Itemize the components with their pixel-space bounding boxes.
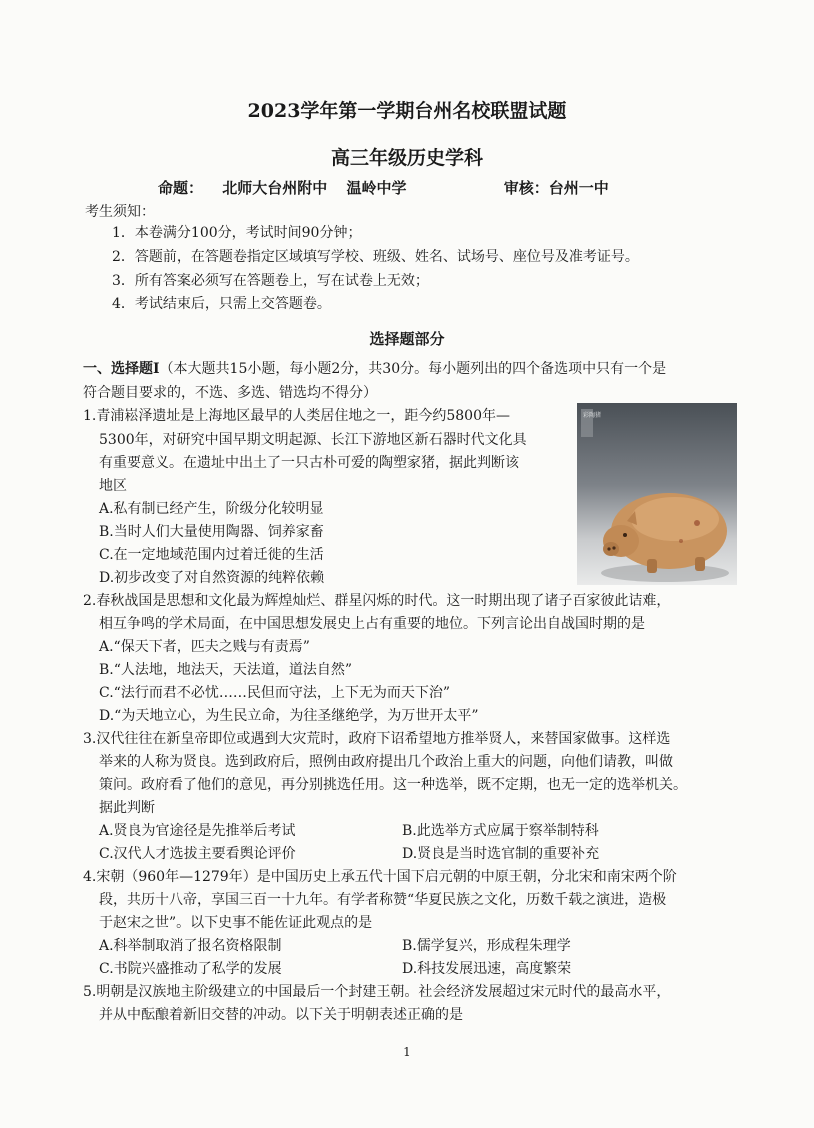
question-2-option-a: A.“保天下者，匹夫之贱与有责焉” xyxy=(99,639,310,655)
question-1-option-a: A.私有制已经产生，阶级分化较明显 xyxy=(99,501,324,517)
question-1-text: 1.青浦崧泽遗址是上海地区最早的人类居住地之一，距今约5800年— xyxy=(83,408,510,424)
question-3-option-b: B.此选举方式应属于察举制特科 xyxy=(402,823,599,839)
notice-item: 4．考试结束后，只需上交答题卷。 xyxy=(112,296,331,312)
question-1-option-d: D.初步改变了对自然资源的纯粹依赖 xyxy=(99,570,325,586)
question-3-text: 3.汉代往往在新皇帝即位或遇到大灾荒时，政府下诏希望地方推举贤人，来替国家做事。这样选 xyxy=(83,731,671,747)
reviewer: 审核：台州一中 xyxy=(503,179,609,197)
question-2-text: 相互争鸣的学术局面，在中国思想发展史上占有重要的地位。下列言论出自战国时期的是 xyxy=(99,616,645,632)
question-3-text: 据此判断 xyxy=(99,800,155,816)
author-school-1: 北师大台州附中 xyxy=(222,179,328,197)
section-title: 选择题部分 xyxy=(369,330,445,348)
question-3-option-c: C.汉代人才选拔主要看舆论评价 xyxy=(99,846,296,862)
exam-subtitle: 高三年级历史学科 xyxy=(330,147,483,169)
section-intro: （本大题共15小题，每小题2分，共30分。每小题列出的四个备选项中只有一个是 xyxy=(159,361,667,377)
section-label: 一、选择题Ⅰ xyxy=(83,361,160,377)
question-1-option-c: C.在一定地域范围内过着迁徙的生活 xyxy=(99,547,324,563)
page-number: 1 xyxy=(403,1045,411,1059)
question-4-option-c: C.书院兴盛推动了私学的发展 xyxy=(99,961,282,977)
question-4-option-b: B.儒学复兴，形成程朱理学 xyxy=(402,938,571,954)
section-intro-cont: 符合题目要求的，不选、多选、错选均不得分） xyxy=(83,385,377,401)
question-5-text: 并从中酝酿着新旧交替的冲动。以下关于明朝表述正确的是 xyxy=(99,1007,463,1023)
question-3-text: 举来的人称为贤良。选到政府后，照例由政府提出几个政治上重大的问题，向他们请教，叫做 xyxy=(99,754,673,770)
author-line xyxy=(158,177,623,198)
question-4-option-a: A.科举制取消了报名资格限制 xyxy=(99,938,282,954)
question-4-text: 4.宋朝（960年—1279年）是中国历史上承五代十国下启元朝的中原王朝，分北宋和南宋两个阶 xyxy=(83,869,677,885)
question-4-text: 于赵宋之世”。以下史事不能佐证此观点的是 xyxy=(99,915,373,931)
question-4-text: 段，共历十八帝，享国三百一十九年。有学者称赞“华夏民族之文化，历数千载之演进，造极 xyxy=(99,892,667,908)
notice-heading: 考生须知： xyxy=(85,204,155,220)
question-4-option-d: D.科技发展迅速，高度繁荣 xyxy=(402,961,572,977)
exam-title: 2023学年第一学期台州名校联盟试题 xyxy=(247,100,567,122)
question-1-text: 5300年，对研究中国早期文明起源、长江下游地区新石器时代文化具 xyxy=(99,432,527,448)
question-1-option-b: B.当时人们大量使用陶器、饲养家畜 xyxy=(99,524,324,540)
notice-item: 3．所有答案必须写在答题卷上，写在试卷上无效； xyxy=(112,273,429,289)
question-2-text: 2.春秋战国是思想和文化最为辉煌灿烂、群星闪烁的时代。这一时期出现了诸子百家彼此诘难， xyxy=(83,593,671,609)
author-label: 命题： xyxy=(158,179,204,197)
question-5-text: 5.明朝是汉族地主阶级建立的中国最后一个封建王朝。社会经济发展超过宋元时代的最高水平， xyxy=(83,984,671,1000)
question-3-text: 策问。政府看了他们的意见，再分别挑选任用。这一种选举，既不定期，也无一定的选举机关。 xyxy=(99,777,687,793)
question-2-option-b: B.“人法地，地法天，天法道，道法自然” xyxy=(99,662,353,678)
question-3-option-a: A.贤良为官途径是先推举后考试 xyxy=(99,823,296,839)
notice-item: 2．答题前，在答题卷指定区域填写学校、班级、姓名、试场号、座位号及准考证号。 xyxy=(112,249,639,265)
section-instructions xyxy=(83,359,666,379)
question-3-option-d: D.贤良是当时选官制的重要补充 xyxy=(402,846,600,862)
photo-caption: 彩陶猪 xyxy=(583,412,602,419)
notice-item: 1．本卷满分100分，考试时间90分钟； xyxy=(112,225,362,241)
question-2-option-d: D.“为天地立心，为生民立命，为往圣继绝学，为万世开太平” xyxy=(99,708,479,724)
question-2-option-c: C.“法行而君不必忧……民但而守法，上下无为而天下治” xyxy=(99,685,450,701)
question-1-text: 地区 xyxy=(99,478,127,494)
question-1-text: 有重要意义。在遗址中出土了一只古朴可爱的陶塑家猪，据此判断该 xyxy=(99,455,519,471)
author-school-2: 温岭中学 xyxy=(346,179,407,197)
pottery-pig-photo xyxy=(577,403,737,585)
